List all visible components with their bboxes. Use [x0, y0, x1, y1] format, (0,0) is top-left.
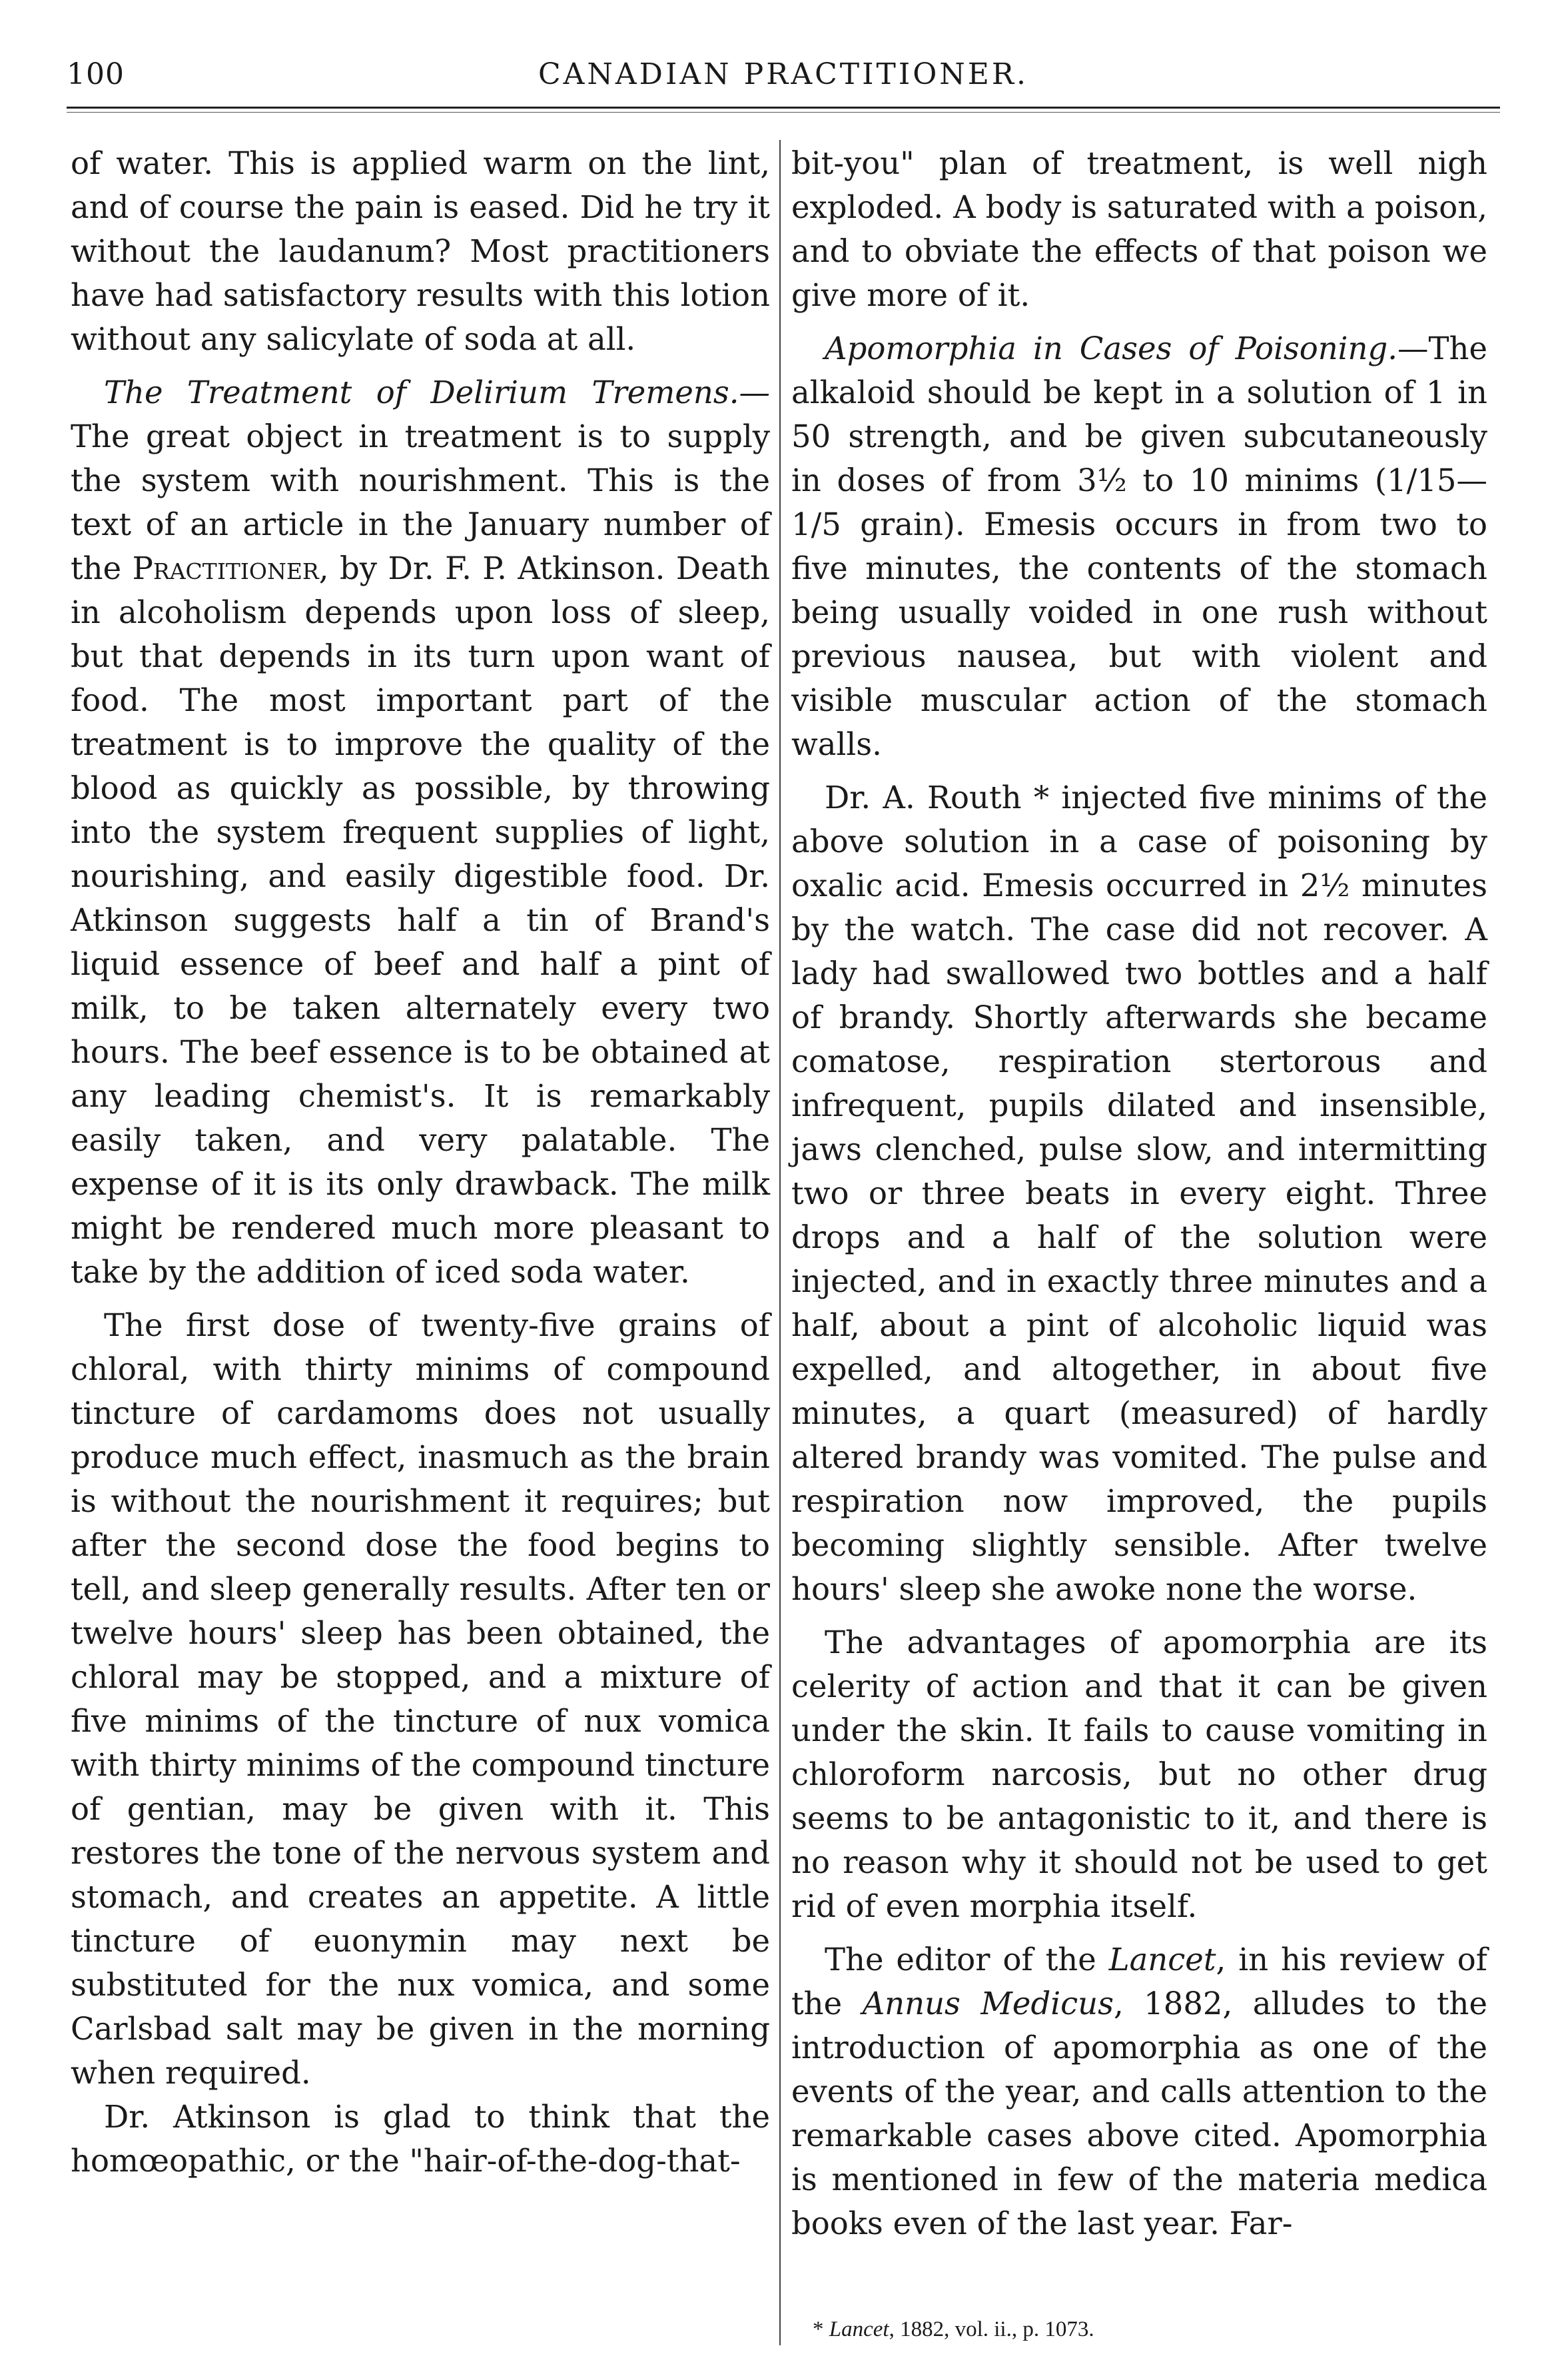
paragraph-apomorphia — [791, 326, 1487, 766]
header-rule — [67, 107, 1500, 109]
delirium-text-b: , by Dr. F. P. Atkinson. Death in alcoholism depends upon loss of sleep, but that depends in its turn upon want of food. The most important part of the treatment is to improve the quality of the blood as quickly as possible, by throwing into the system frequent supplies of light, nourishing, and easily digestible food. Dr. Atkinson suggests half a tin of Brand's liquid essence of beef and half a pint of milk, to be taken alternately every two hours. The beef essence is to be obtained at any leading chemist's. It is remarkably easily taken, and very palatable. The expense of it is its only drawback. The milk might be rendered much more pleasant to take by the addition of iced soda water. — [71, 550, 771, 1290]
running-title: CANADIAN PRACTITIONER. — [538, 57, 1029, 91]
page-header — [67, 57, 1500, 104]
footnote — [813, 2317, 1094, 2342]
footnote-journal: Lancet — [829, 2317, 889, 2341]
delirium-text-a: The great object in treatment is to supply the system with nourishment. This is the text of an article in the January number of the — [71, 418, 770, 586]
paragraph-delirium-tremens — [71, 370, 770, 1294]
lancet-text-c: , 1882, alludes to the introduction of apomorphia as one of the events of the year, and calls attention to the remarkable cases above cited. Apomorphia is mentioned in few of the materia medica books even of the last year. Far- — [791, 1986, 1487, 2241]
paragraph-lotion: of water. This is applied warm on the lint, and of course the pain is eased. Did he try it without the laudanum? Most practitioners have had satisfactory results with this lotion without any salicylate of soda at all. — [71, 145, 770, 357]
lancet-text-b: , in his review of the — [791, 1942, 1488, 2022]
journal-name-practitioner: Practitioner — [132, 550, 319, 586]
left-column — [71, 141, 770, 2183]
book-name-annus-medicus: Annus Medicus — [862, 1986, 1114, 2022]
apomorphia-text: —The alkaloid should be kept in a solution of 1 in 50 strength, and be given subcutaneously in doses of from 3½ to 10 minims (1/15—1/5 grain). Emesis occurs in from two to five minutes, the contents of the stomach being usually voided in one rush without previous nausea, but with violent and visible muscular action of the stomach walls. — [791, 330, 1487, 762]
footnote-marker: * — [813, 2317, 824, 2341]
right-column — [791, 141, 1487, 2245]
paragraph-chloral: The first dose of twenty-five grains of chloral, with thirty minims of compound tincture of cardamoms does not usually produce much effect, inasmuch as the brain is without the nourishment it requires; but after the second dose the food begins to tell, and sleep generally results. After ten or twelve hours' sleep has been obtained, the chloral may be stopped, and a mixture of five minims of the tincture of nux vomica with thirty minims of the compound tincture of gentian, may be given with it. This restores the tone of the nervous system and stomach, and creates an appetite. A little tincture of euonymin may next be substituted for the nux vomica, and some Carlsbad salt may be given in the morning when required. — [71, 1307, 770, 2091]
column-divider — [779, 140, 781, 2345]
paragraph-hair-of-dog: bit-you" plan of treatment, is well nigh exploded. A body is saturated with a poison, and to obviate the effects of that poison we give more of it. — [791, 145, 1487, 313]
paragraph-lancet-review — [791, 1938, 1487, 2245]
paragraph-advantages: The advantages of apomorphia are its celerity of action and that it can be given under the skin. It fails to cause vomiting in chloroform narcosis, but no other drug seems to be antagonistic to it, and there is no reason why it should not be used to get rid of even morphia itself. — [791, 1624, 1487, 1924]
footnote-citation: , 1882, vol. ii., p. 1073. — [889, 2317, 1094, 2341]
lancet-text-a: The editor of the — [825, 1942, 1109, 1978]
paragraph-homoeopathic: Dr. Atkinson is glad to think that the homœopathic, or the "hair-of-the-dog-that- — [71, 2099, 770, 2179]
paragraph-routh-cases: Dr. A. Routh * injected five minims of the above solution in a case of poisoning by oxalic acid. Emesis occurred in 2½ minutes by the watch. The case did not recover. A lady had swallowed two bottles and a half of brandy. Shortly afterwards she became comatose, respiration stertorous and infrequent, pupils dilated and insensible, jaws clenched, pulse slow, and intermitting two or three beats in every eight. Three drops and a half of the solution were injected, and in exactly three minutes and a half, about a pint of alcoholic liquid was expelled, and altogether, in about five minutes, a quart (measured) of hardly altered brandy was vomited. The pulse and respiration now improved, the pupils becoming slightly sensible. After twelve hours' sleep she awoke none the worse. — [791, 780, 1487, 1607]
journal-name-lancet: Lancet — [1108, 1942, 1216, 1978]
page-number: 100 — [67, 57, 125, 91]
header-rule-thin — [67, 112, 1500, 113]
section-heading-apomorphia: Apomorphia in Cases of Poisoning. — [825, 330, 1398, 366]
section-heading-delirium-tremens: The Treatment of Delirium Tremens.— — [104, 374, 770, 410]
